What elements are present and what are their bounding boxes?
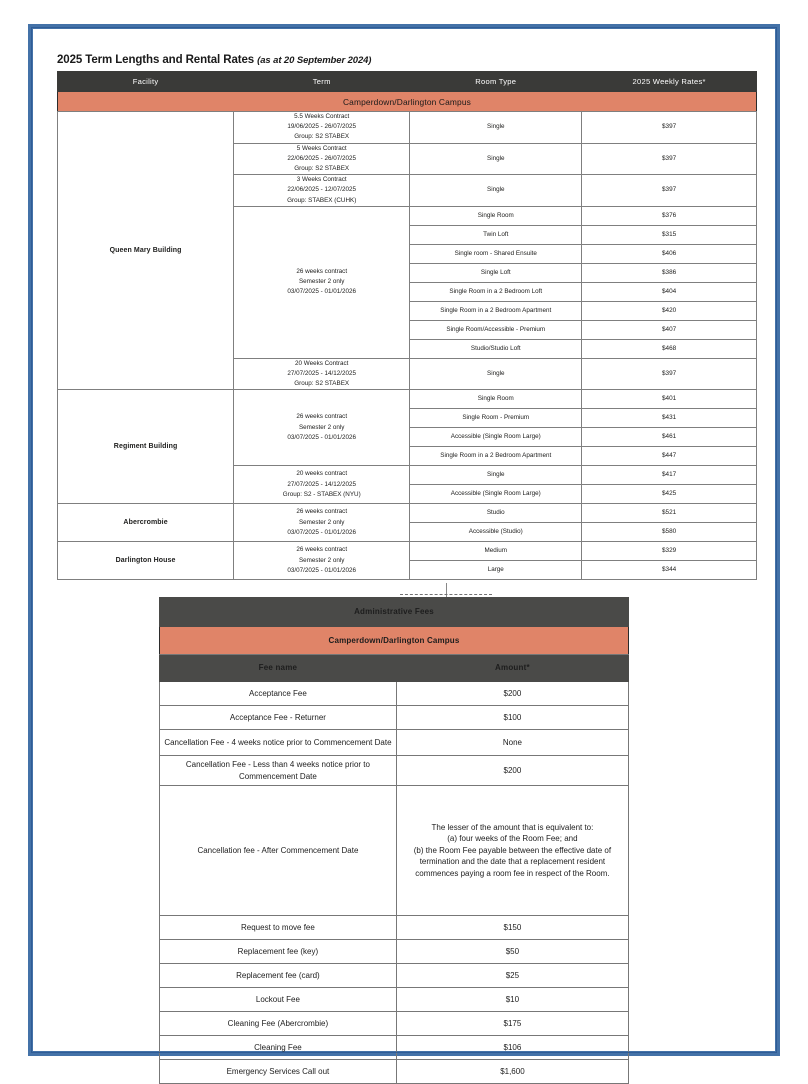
facility-name-cell: Darlington House xyxy=(58,542,234,580)
document-page-frame xyxy=(28,24,780,1076)
weekly-rate-cell: $447 xyxy=(582,447,757,466)
fee-name-cell: Acceptance Fee xyxy=(160,682,397,706)
term-line: Group: S2 STABEX xyxy=(294,380,350,388)
room-type-cell: Single xyxy=(410,143,582,175)
term-cell xyxy=(234,206,410,358)
term-cell xyxy=(234,542,410,580)
fee-amount-cell: $1,600 xyxy=(396,1060,628,1084)
fee-amount-cell xyxy=(396,786,628,916)
weekly-rate-cell: $344 xyxy=(582,561,757,580)
room-type-cell: Single Loft xyxy=(410,263,582,282)
fee-name-cell: Lockout Fee xyxy=(160,988,397,1012)
table-row xyxy=(160,786,629,916)
term-line: Semester 2 only xyxy=(298,556,345,564)
fee-name-cell: Cancellation Fee - 4 weeks notice prior to Commencement Date xyxy=(160,730,397,756)
weekly-rate-cell: $397 xyxy=(582,143,757,175)
room-type-cell: Single xyxy=(410,112,582,144)
term-line: Group: STABEX (CUHK) xyxy=(287,196,357,204)
table-row xyxy=(160,1060,629,1084)
term-line: 26 weeks contract xyxy=(296,413,348,421)
weekly-rate-cell: $580 xyxy=(582,523,757,542)
term-line: 19/06/2025 - 26/07/2025 xyxy=(287,123,357,131)
table-row xyxy=(160,756,629,786)
fee-name-cell: Acceptance Fee - Returner xyxy=(160,706,397,730)
fee-amount-cell: $100 xyxy=(396,706,628,730)
weekly-rate-cell: $420 xyxy=(582,301,757,320)
term-line: 03/07/2025 - 01/01/2026 xyxy=(287,433,357,441)
table-row xyxy=(160,682,629,706)
weekly-rate-cell: $417 xyxy=(582,466,757,485)
term-line: 26 weeks contract xyxy=(296,267,348,275)
term-cell xyxy=(234,358,410,390)
fee-amount-cell: $25 xyxy=(396,964,628,988)
weekly-rate-cell: $406 xyxy=(582,244,757,263)
room-type-cell: Studio/Studio Loft xyxy=(410,339,582,358)
weekly-rate-cell: $425 xyxy=(582,485,757,504)
table-row xyxy=(160,988,629,1012)
table-row xyxy=(160,964,629,988)
table-row xyxy=(58,504,757,523)
room-type-cell: Single Room in a 2 Bedroom Apartment xyxy=(410,301,582,320)
rates-column-header: Room Type xyxy=(410,72,582,92)
weekly-rate-cell: $397 xyxy=(582,358,757,390)
facility-name-cell: Regiment Building xyxy=(58,390,234,504)
room-type-cell: Single xyxy=(410,175,582,207)
fees-title: Administrative Fees xyxy=(160,598,629,627)
term-cell xyxy=(234,390,410,466)
room-type-cell: Accessible (Single Room Large) xyxy=(410,485,582,504)
term-cell xyxy=(234,504,410,542)
term-line: 5.5 Weeks Contract xyxy=(294,113,350,120)
room-type-cell: Single Room xyxy=(410,390,582,409)
weekly-rate-cell: $407 xyxy=(582,320,757,339)
fee-amount-line: (a) four weeks of the Room Fee; and xyxy=(447,834,578,844)
weekly-rate-cell: $431 xyxy=(582,409,757,428)
page-title xyxy=(57,54,757,66)
fee-amount-cell: $175 xyxy=(396,1012,628,1036)
administrative-fees-table xyxy=(159,597,629,1084)
fees-column-header: Fee name xyxy=(160,655,397,682)
room-type-cell: Single Room/Accessible - Premium xyxy=(410,320,582,339)
term-line: Group: S2 STABEX xyxy=(294,133,350,141)
fee-name-cell: Cancellation fee - After Commencement Date xyxy=(160,786,397,916)
room-type-cell: Studio xyxy=(410,504,582,523)
rates-campus-band: Camperdown/Darlington Campus xyxy=(58,92,757,112)
weekly-rate-cell: $521 xyxy=(582,504,757,523)
term-cell xyxy=(234,112,410,144)
fees-column-header: Amount* xyxy=(396,655,628,682)
weekly-rate-cell: $401 xyxy=(582,390,757,409)
weekly-rate-cell: $386 xyxy=(582,263,757,282)
term-line: Group: S2 - STABEX (NYU) xyxy=(282,490,361,498)
term-line: 03/07/2025 - 01/01/2026 xyxy=(287,288,357,296)
term-cell xyxy=(234,466,410,504)
term-line: Semester 2 only xyxy=(298,518,345,526)
term-line: Group: S2 STABEX xyxy=(294,164,350,172)
room-type-cell: Twin Loft xyxy=(410,225,582,244)
fee-name-cell: Replacement fee (key) xyxy=(160,940,397,964)
room-type-cell: Single xyxy=(410,466,582,485)
room-type-cell: Medium xyxy=(410,542,582,561)
table-row xyxy=(58,390,757,409)
rental-rates-table xyxy=(57,71,757,580)
fee-amount-line: The lesser of the amount that is equivalent to: xyxy=(431,822,594,832)
table-row xyxy=(58,542,757,561)
fee-name-cell: Request to move fee xyxy=(160,916,397,940)
document-page xyxy=(33,29,775,1076)
term-line: 03/07/2025 - 01/01/2026 xyxy=(287,528,357,536)
facility-name-cell: Abercrombie xyxy=(58,504,234,542)
fees-campus-band: Camperdown/Darlington Campus xyxy=(160,627,629,655)
room-type-cell: Accessible (Single Room Large) xyxy=(410,428,582,447)
rates-column-header: Facility xyxy=(58,72,234,92)
weekly-rate-cell: $376 xyxy=(582,206,757,225)
term-line: 22/06/2025 - 12/07/2025 xyxy=(287,186,357,194)
table-row xyxy=(160,916,629,940)
fee-amount-cell: $10 xyxy=(396,988,628,1012)
page-title-asof: (as at 20 September 2024) xyxy=(257,55,372,66)
table-row xyxy=(160,1012,629,1036)
table-row xyxy=(58,112,757,144)
term-line: 20 weeks contract xyxy=(296,470,348,478)
fee-amount-cell: $50 xyxy=(396,940,628,964)
term-line: Semester 2 only xyxy=(298,423,345,431)
fee-amount-line: (b) the Room Fee payable between the effective date of termination and the date that a replacement resident commences paying a room fee in respect of the Room. xyxy=(413,845,612,879)
term-line: 22/06/2025 - 26/07/2025 xyxy=(287,154,357,162)
rates-column-header: Term xyxy=(234,72,410,92)
rental-rates-section xyxy=(57,54,757,580)
fee-name-cell: Cleaning Fee xyxy=(160,1036,397,1060)
fee-name-cell: Cleaning Fee (Abercrombie) xyxy=(160,1012,397,1036)
fee-amount-cell: None xyxy=(396,730,628,756)
term-line: 27/07/2025 - 14/12/2025 xyxy=(287,480,357,488)
fee-amount-cell: $106 xyxy=(396,1036,628,1060)
fee-amount-cell: $200 xyxy=(396,756,628,786)
term-cell xyxy=(234,143,410,175)
weekly-rate-cell: $329 xyxy=(582,542,757,561)
term-line: 26 weeks contract xyxy=(296,508,348,516)
room-type-cell: Single Room xyxy=(410,206,582,225)
weekly-rate-cell: $461 xyxy=(582,428,757,447)
administrative-fees-section xyxy=(159,597,629,1084)
room-type-cell: Single Room - Premium xyxy=(410,409,582,428)
page-title-main: 2025 Term Lengths and Rental Rates xyxy=(57,54,255,66)
term-line: 20 Weeks Contract xyxy=(294,359,349,367)
room-type-cell: Accessible (Studio) xyxy=(410,523,582,542)
rates-column-header: 2025 Weekly Rates* xyxy=(582,72,757,92)
weekly-rate-cell: $397 xyxy=(582,175,757,207)
fee-name-cell: Emergency Services Call out xyxy=(160,1060,397,1084)
facility-name-cell: Queen Mary Building xyxy=(58,112,234,390)
table-row xyxy=(160,706,629,730)
room-type-cell: Large xyxy=(410,561,582,580)
room-type-cell: Single Room in a 2 Bedroom Apartment xyxy=(410,447,582,466)
term-line: 27/07/2025 - 14/12/2025 xyxy=(287,369,357,377)
fee-name-cell: Replacement fee (card) xyxy=(160,964,397,988)
room-type-cell: Single Room in a 2 Bedroom Loft xyxy=(410,282,582,301)
term-line: 03/07/2025 - 01/01/2026 xyxy=(287,566,357,574)
weekly-rate-cell: $397 xyxy=(582,112,757,144)
term-line: Semester 2 only xyxy=(298,278,345,286)
weekly-rate-cell: $315 xyxy=(582,225,757,244)
table-row xyxy=(160,730,629,756)
term-cell xyxy=(234,175,410,207)
weekly-rate-cell: $404 xyxy=(582,282,757,301)
term-line: 3 Weeks Contract xyxy=(296,176,347,184)
weekly-rate-cell: $468 xyxy=(582,339,757,358)
term-line: 26 weeks contract xyxy=(296,546,348,554)
room-type-cell: Single room - Shared Ensuite xyxy=(410,244,582,263)
table-row xyxy=(160,1036,629,1060)
room-type-cell: Single xyxy=(410,358,582,390)
table-row xyxy=(160,940,629,964)
term-line: 5 Weeks Contract xyxy=(296,144,347,152)
fee-amount-cell: $200 xyxy=(396,682,628,706)
fee-amount-cell: $150 xyxy=(396,916,628,940)
fee-name-cell: Cancellation Fee - Less than 4 weeks notice prior to Commencement Date xyxy=(160,756,397,786)
